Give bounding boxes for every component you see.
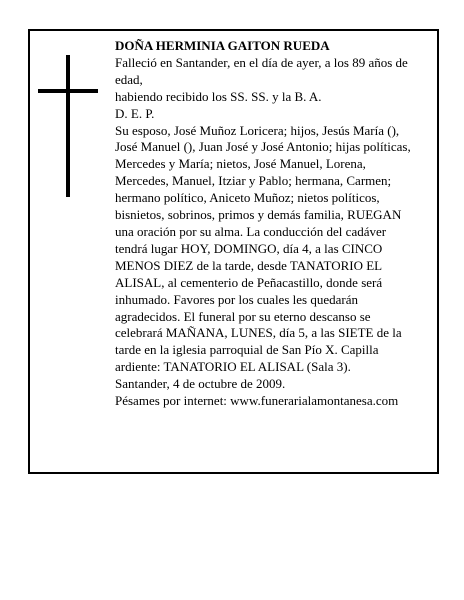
tanatorio-text-1: TANATORIO EL ALISAL — [115, 257, 382, 290]
obituary-text — [115, 38, 420, 410]
sacraments-line: habiendo recibido los SS. SS. y la B. A. — [115, 88, 322, 104]
cross-horizontal-bar — [38, 89, 98, 93]
dep-line: D. E. P. — [115, 105, 155, 121]
family-text-4: de la tarde, desde — [193, 257, 290, 273]
tanatorio-text-2: TANATORIO EL ALISAL — [163, 359, 304, 375]
deceased-name: DOÑA HERMINIA GAITON RUEDA — [115, 38, 330, 53]
siete-text: SIETE — [338, 325, 374, 341]
family-text-8: (Sala 3). — [303, 359, 351, 375]
family-text-3: , día 4, a las — [276, 240, 342, 256]
condolences-web-line: Pésames por internet: www.funerarialamontanesa.com — [115, 393, 399, 409]
family-text-6: , día 5, a las — [272, 325, 339, 341]
ruegan-text: RUEGAN — [347, 207, 402, 223]
family-text-5: , al cementerio de Peñacastillo, donde será inhumado. Favores por los cuales les quedarán agradecidos. El funeral por su eterno descanso se celebrará — [115, 274, 383, 341]
death-line: Falleció en Santander, en el día de ayer, a los 89 años de edad, — [115, 54, 408, 87]
family-paragraph — [115, 123, 420, 377]
family-text-7: de la tarde en la iglesia parroquial de San Pío X. Capilla ardiente: — [115, 325, 402, 375]
cross-vertical-bar — [66, 55, 70, 197]
family-text-1: Su esposo, José Muñoz Loricera; hijos, Jesús María (), José Manuel (), Juan José y José Antonio; hijas políticas, Mercedes y María; nietos, José Manuel, Lorena, Mercedes, Manuel, Itziar y Pablo; hermana, Carmen; hermano político, Aniceto Muñoz; nietos políticos, bisnietos, sobrinos, primos y demás familia, — [115, 122, 411, 223]
hoy-text: HOY, DOMINGO — [180, 240, 277, 256]
family-text-2: una oración por su alma. La conducción del cadáver tendrá lugar — [115, 223, 387, 256]
date-line: Santander, 4 de octubre de 2009. — [115, 376, 286, 392]
manana-text: MAÑANA, LUNES — [165, 325, 273, 341]
cinco-text: CINCO MENOS DIEZ — [115, 240, 383, 273]
